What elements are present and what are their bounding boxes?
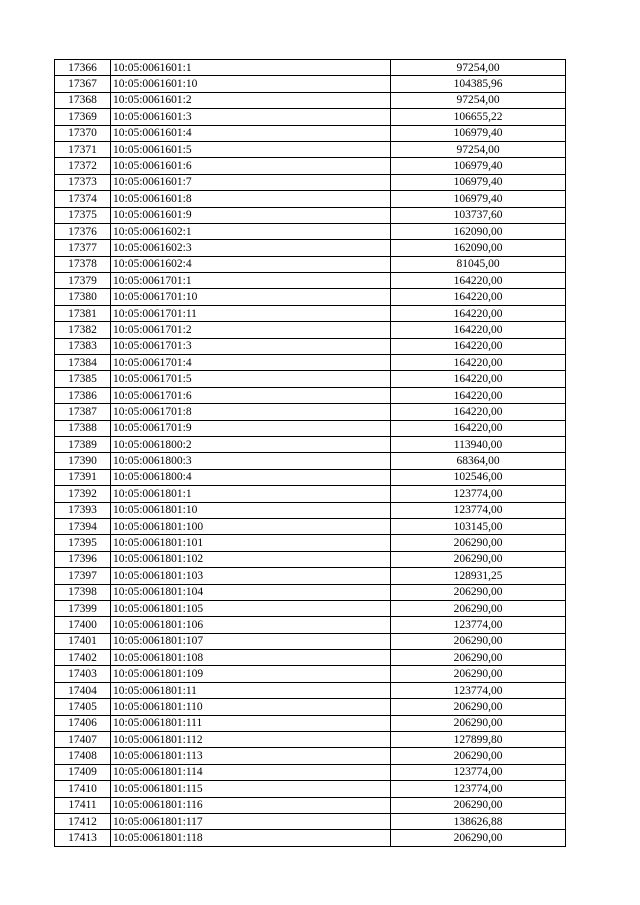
table-row: [55, 76, 566, 92]
value-cell: 68364,00: [391, 453, 566, 469]
row-number-cell: 17379: [55, 273, 111, 289]
value-cell: 164220,00: [391, 371, 566, 387]
cadastral-number-cell: 10:05:0061801:106: [111, 617, 391, 633]
cadastral-number-cell: 10:05:0061601:5: [111, 141, 391, 157]
table-row: [55, 764, 566, 780]
cadastral-number-cell: 10:05:0061601:7: [111, 174, 391, 190]
row-number-cell: 17402: [55, 650, 111, 666]
table-row: [55, 125, 566, 141]
cadastral-number-cell: 10:05:0061801:11: [111, 682, 391, 698]
row-number-cell: 17395: [55, 535, 111, 551]
value-cell: 128931,25: [391, 568, 566, 584]
value-cell: 81045,00: [391, 256, 566, 272]
row-number-cell: 17388: [55, 420, 111, 436]
row-number-cell: 17382: [55, 322, 111, 338]
cadastral-number-cell: 10:05:0061701:8: [111, 404, 391, 420]
table-row: [55, 453, 566, 469]
row-number-cell: 17370: [55, 125, 111, 141]
table-row: [55, 420, 566, 436]
cadastral-number-cell: 10:05:0061701:11: [111, 305, 391, 321]
row-number-cell: 17405: [55, 699, 111, 715]
row-number-cell: 17373: [55, 174, 111, 190]
table-row: [55, 305, 566, 321]
cadastral-number-cell: 10:05:0061801:105: [111, 600, 391, 616]
table-row: [55, 502, 566, 518]
table-row: [55, 174, 566, 190]
cadastral-number-cell: 10:05:0061801:10: [111, 502, 391, 518]
cadastral-number-cell: 10:05:0061801:109: [111, 666, 391, 682]
row-number-cell: 17413: [55, 830, 111, 846]
value-cell: 97254,00: [391, 60, 566, 76]
table-row: [55, 338, 566, 354]
cadastral-number-cell: 10:05:0061601:6: [111, 158, 391, 174]
row-number-cell: 17376: [55, 223, 111, 239]
row-number-cell: 17368: [55, 92, 111, 108]
cadastral-number-cell: 10:05:0061801:113: [111, 748, 391, 764]
table-row: [55, 223, 566, 239]
value-cell: 164220,00: [391, 355, 566, 371]
cadastral-number-cell: 10:05:0061601:3: [111, 109, 391, 125]
row-number-cell: 17404: [55, 682, 111, 698]
value-cell: 123774,00: [391, 764, 566, 780]
cadastral-number-cell: 10:05:0061800:4: [111, 469, 391, 485]
cadastral-number-cell: 10:05:0061701:10: [111, 289, 391, 305]
cadastral-number-cell: 10:05:0061801:101: [111, 535, 391, 551]
table-row: [55, 699, 566, 715]
row-number-cell: 17378: [55, 256, 111, 272]
table-row: [55, 322, 566, 338]
table-row: [55, 682, 566, 698]
table-row: [55, 207, 566, 223]
value-cell: 162090,00: [391, 223, 566, 239]
cadastral-number-cell: 10:05:0061801:112: [111, 732, 391, 748]
row-number-cell: 17371: [55, 141, 111, 157]
table-row: [55, 273, 566, 289]
table-row: [55, 568, 566, 584]
value-cell: 206290,00: [391, 584, 566, 600]
cadastral-number-cell: 10:05:0061701:9: [111, 420, 391, 436]
table-row: [55, 748, 566, 764]
row-number-cell: 17397: [55, 568, 111, 584]
cadastral-number-cell: 10:05:0061801:100: [111, 518, 391, 534]
table-row: [55, 551, 566, 567]
value-cell: 206290,00: [391, 600, 566, 616]
cadastral-number-cell: 10:05:0061701:3: [111, 338, 391, 354]
cadastral-number-cell: 10:05:0061801:118: [111, 830, 391, 846]
value-cell: 104385,96: [391, 76, 566, 92]
cadastral-number-cell: 10:05:0061701:6: [111, 387, 391, 403]
row-number-cell: 17367: [55, 76, 111, 92]
table-row: [55, 633, 566, 649]
value-cell: 97254,00: [391, 141, 566, 157]
row-number-cell: 17401: [55, 633, 111, 649]
cadastral-number-cell: 10:05:0061701:5: [111, 371, 391, 387]
value-cell: 206290,00: [391, 797, 566, 813]
cadastral-number-cell: 10:05:0061601:9: [111, 207, 391, 223]
cadastral-number-cell: 10:05:0061602:3: [111, 240, 391, 256]
value-cell: 206290,00: [391, 633, 566, 649]
cadastral-number-cell: 10:05:0061800:2: [111, 436, 391, 452]
value-cell: 123774,00: [391, 682, 566, 698]
row-number-cell: 17386: [55, 387, 111, 403]
value-cell: 103145,00: [391, 518, 566, 534]
value-cell: 106979,40: [391, 158, 566, 174]
table-row: [55, 469, 566, 485]
table-row: [55, 371, 566, 387]
row-number-cell: 17390: [55, 453, 111, 469]
row-number-cell: 17411: [55, 797, 111, 813]
table-row: [55, 256, 566, 272]
table-row: [55, 355, 566, 371]
cadastral-number-cell: 10:05:0061701:1: [111, 273, 391, 289]
value-cell: 123774,00: [391, 617, 566, 633]
row-number-cell: 17387: [55, 404, 111, 420]
value-cell: 164220,00: [391, 289, 566, 305]
value-cell: 164220,00: [391, 305, 566, 321]
value-cell: 164220,00: [391, 420, 566, 436]
row-number-cell: 17409: [55, 764, 111, 780]
cadastral-number-cell: 10:05:0061701:4: [111, 355, 391, 371]
cadastral-number-cell: 10:05:0061801:103: [111, 568, 391, 584]
row-number-cell: 17396: [55, 551, 111, 567]
row-number-cell: 17400: [55, 617, 111, 633]
value-cell: 164220,00: [391, 404, 566, 420]
value-cell: 102546,00: [391, 469, 566, 485]
table-row: [55, 830, 566, 846]
value-cell: 164220,00: [391, 322, 566, 338]
table-row: [55, 436, 566, 452]
value-cell: 138626,88: [391, 813, 566, 829]
cadastral-number-cell: 10:05:0061801:104: [111, 584, 391, 600]
table-row: [55, 650, 566, 666]
table-row: [55, 191, 566, 207]
row-number-cell: 17410: [55, 781, 111, 797]
table-row: [55, 797, 566, 813]
row-number-cell: 17375: [55, 207, 111, 223]
cadastral-number-cell: 10:05:0061801:111: [111, 715, 391, 731]
cadastral-number-cell: 10:05:0061601:4: [111, 125, 391, 141]
cadastral-number-cell: 10:05:0061801:110: [111, 699, 391, 715]
row-number-cell: 17381: [55, 305, 111, 321]
table-row: [55, 92, 566, 108]
row-number-cell: 17391: [55, 469, 111, 485]
value-cell: 97254,00: [391, 92, 566, 108]
row-number-cell: 17383: [55, 338, 111, 354]
table-row: [55, 518, 566, 534]
table-row: [55, 387, 566, 403]
value-cell: 113940,00: [391, 436, 566, 452]
value-cell: 106979,40: [391, 174, 566, 190]
value-cell: 106655,22: [391, 109, 566, 125]
row-number-cell: 17403: [55, 666, 111, 682]
value-cell: 206290,00: [391, 666, 566, 682]
value-cell: 106979,40: [391, 125, 566, 141]
value-cell: 164220,00: [391, 387, 566, 403]
row-number-cell: 17398: [55, 584, 111, 600]
value-cell: 206290,00: [391, 699, 566, 715]
table-row: [55, 617, 566, 633]
data-table: [54, 59, 566, 847]
row-number-cell: 17406: [55, 715, 111, 731]
table-row: [55, 813, 566, 829]
cadastral-number-cell: 10:05:0061601:2: [111, 92, 391, 108]
table-row: [55, 666, 566, 682]
value-cell: 164220,00: [391, 273, 566, 289]
table-row: [55, 715, 566, 731]
cadastral-number-cell: 10:05:0061801:114: [111, 764, 391, 780]
cadastral-number-cell: 10:05:0061601:10: [111, 76, 391, 92]
value-cell: 103737,60: [391, 207, 566, 223]
table-row: [55, 240, 566, 256]
row-number-cell: 17394: [55, 518, 111, 534]
cadastral-number-cell: 10:05:0061801:107: [111, 633, 391, 649]
cadastral-number-cell: 10:05:0061801:102: [111, 551, 391, 567]
value-cell: 123774,00: [391, 486, 566, 502]
row-number-cell: 17385: [55, 371, 111, 387]
table-row: [55, 486, 566, 502]
value-cell: 123774,00: [391, 502, 566, 518]
table-row: [55, 404, 566, 420]
table-row: [55, 60, 566, 76]
table-row: [55, 289, 566, 305]
cadastral-number-cell: 10:05:0061801:115: [111, 781, 391, 797]
value-cell: 206290,00: [391, 535, 566, 551]
row-number-cell: 17407: [55, 732, 111, 748]
row-number-cell: 17377: [55, 240, 111, 256]
cadastral-number-cell: 10:05:0061801:116: [111, 797, 391, 813]
row-number-cell: 17389: [55, 436, 111, 452]
cadastral-number-cell: 10:05:0061601:1: [111, 60, 391, 76]
table-row: [55, 141, 566, 157]
table-row: [55, 158, 566, 174]
value-cell: 127899,80: [391, 732, 566, 748]
value-cell: 164220,00: [391, 338, 566, 354]
row-number-cell: 17384: [55, 355, 111, 371]
cadastral-number-cell: 10:05:0061801:117: [111, 813, 391, 829]
row-number-cell: 17369: [55, 109, 111, 125]
table-row: [55, 732, 566, 748]
value-cell: 206290,00: [391, 830, 566, 846]
row-number-cell: 17399: [55, 600, 111, 616]
value-cell: 162090,00: [391, 240, 566, 256]
row-number-cell: 17374: [55, 191, 111, 207]
data-table-body: [55, 60, 566, 847]
table-row: [55, 535, 566, 551]
value-cell: 206290,00: [391, 551, 566, 567]
row-number-cell: 17393: [55, 502, 111, 518]
row-number-cell: 17372: [55, 158, 111, 174]
value-cell: 123774,00: [391, 781, 566, 797]
cadastral-number-cell: 10:05:0061601:8: [111, 191, 391, 207]
table-row: [55, 781, 566, 797]
value-cell: 206290,00: [391, 715, 566, 731]
row-number-cell: 17366: [55, 60, 111, 76]
cadastral-number-cell: 10:05:0061800:3: [111, 453, 391, 469]
table-row: [55, 584, 566, 600]
value-cell: 206290,00: [391, 748, 566, 764]
row-number-cell: 17392: [55, 486, 111, 502]
cadastral-number-cell: 10:05:0061801:1: [111, 486, 391, 502]
row-number-cell: 17412: [55, 813, 111, 829]
row-number-cell: 17380: [55, 289, 111, 305]
value-cell: 206290,00: [391, 650, 566, 666]
cadastral-number-cell: 10:05:0061801:108: [111, 650, 391, 666]
table-row: [55, 600, 566, 616]
cadastral-number-cell: 10:05:0061602:4: [111, 256, 391, 272]
cadastral-number-cell: 10:05:0061701:2: [111, 322, 391, 338]
cadastral-number-cell: 10:05:0061602:1: [111, 223, 391, 239]
value-cell: 106979,40: [391, 191, 566, 207]
row-number-cell: 17408: [55, 748, 111, 764]
table-row: [55, 109, 566, 125]
